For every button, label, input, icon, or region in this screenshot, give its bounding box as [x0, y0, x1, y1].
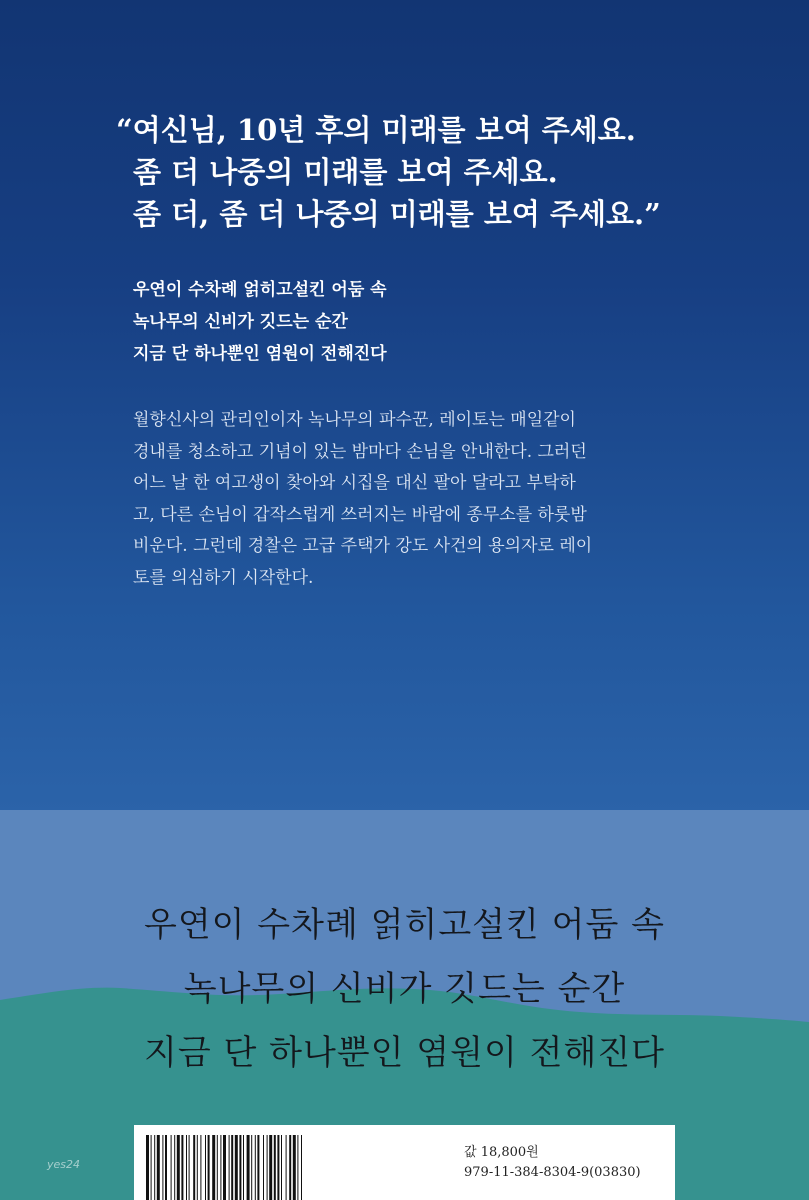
- headline-line-1: 우연이 수차례 얽히고설킨 어둠 속: [143, 905, 666, 945]
- barcode-panel: [134, 1125, 675, 1200]
- synopsis-line-2: 경내를 청소하고 기념이 있는 밤마다 손님을 안내한다. 그러던: [133, 441, 587, 462]
- watermark: yes24: [47, 1158, 81, 1171]
- headline-line-3: 지금 단 하나뿐인 염원이 전해진다: [143, 1033, 666, 1073]
- price-info: [464, 1143, 641, 1183]
- synopsis-line-3: 어느 날 한 여고생이 찾아와 시집을 대신 팔아 달라고 부탁하: [133, 473, 576, 493]
- headline-line-2: 녹나무의 신비가 깃드는 순간: [183, 969, 626, 1009]
- isbn-label: 979-11-384-8304-9(03830): [464, 1165, 641, 1180]
- synopsis-line-5: 비운다. 그런데 경찰은 고급 주택가 강도 사건의 용의자로 레이: [133, 536, 593, 556]
- quote-line-3: 좀 더, 좀 더 나중의 미래를 보여 주세요.”: [133, 197, 661, 231]
- synopsis-paragraph: [133, 405, 693, 594]
- headline-block: [0, 893, 809, 1085]
- tagline: [133, 274, 387, 370]
- synopsis-line-1: 월향신사의 관리인이자 녹나무의 파수꾼, 레이토는 매일같이: [133, 410, 576, 430]
- synopsis-line-6: 토를 의심하기 시작한다.: [133, 567, 314, 588]
- tagline-line-3: 지금 단 하나뿐인 염원이 전해진다: [133, 344, 387, 364]
- tagline-line-2: 녹나무의 신비가 깃드는 순간: [133, 312, 348, 332]
- epigraph-quote: [116, 113, 756, 242]
- synopsis-line-4: 고, 다른 손님이 갑작스럽게 쓰러지는 바람에 종무소를 하룻밤: [133, 504, 587, 525]
- price-label: 값 18,800원: [464, 1145, 539, 1160]
- quote-line-2: 좀 더 나중의 미래를 보여 주세요.: [133, 155, 558, 189]
- quote-line-1: “여신님, 10년 후의 미래를 보여 주세요.: [116, 113, 636, 147]
- tagline-line-1: 우연이 수차례 얽히고설킨 어둠 속: [133, 280, 387, 300]
- barcode-icon: [146, 1135, 446, 1200]
